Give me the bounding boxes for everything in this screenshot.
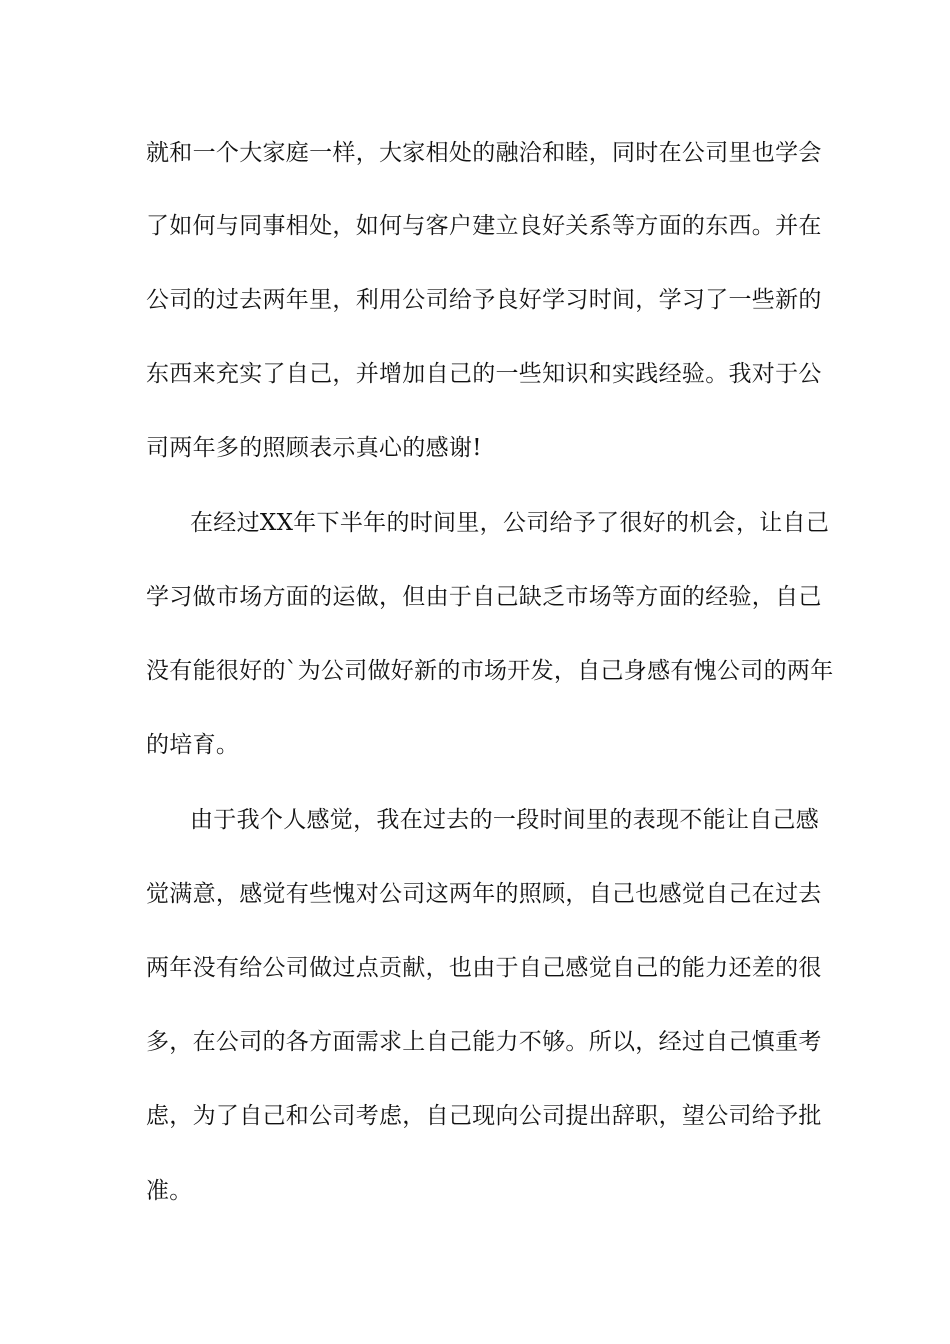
- text-line: 觉满意，感觉有些愧对公司这两年的照顾，自己也感觉自己在过去: [146, 881, 822, 907]
- text-line: 的培育。: [146, 732, 240, 758]
- paragraph-first-line: 在经过XX年下半年的时间里，公司给予了很好的机会，让自己: [190, 510, 830, 536]
- text-line: 没有能很好的`为公司做好新的市场开发，自己身感有愧公司的两年: [146, 658, 834, 684]
- text-line: 就和一个大家庭一样，大家相处的融洽和睦，同时在公司里也学会: [146, 140, 822, 166]
- text-line: 了如何与同事相处，如何与客户建立良好关系等方面的东西。并在: [146, 213, 822, 239]
- text-line: 东西来充实了自己，并增加自己的一些知识和实践经验。我对于公: [146, 361, 822, 387]
- text-line: 两年没有给公司做过点贡献，也由于自己感觉自己的能力还差的很: [146, 955, 822, 981]
- text-line: 学习做市场方面的运做，但由于自己缺乏市场等方面的经验，自己: [146, 584, 822, 610]
- text-line: 司两年多的照顾表示真心的感谢!: [146, 435, 482, 461]
- text-line: 准。: [146, 1178, 193, 1204]
- text-line: 公司的过去两年里，利用公司给予良好学习时间，学习了一些新的: [146, 287, 822, 313]
- text-line: 多，在公司的各方面需求上自己能力不够。所以，经过自己慎重考: [146, 1029, 822, 1055]
- paragraph-first-line: 由于我个人感觉，我在过去的一段时间里的表现不能让自己感: [190, 807, 820, 833]
- text-line: 虑，为了自己和公司考虑，自己现向公司提出辞职，望公司给予批: [146, 1103, 822, 1129]
